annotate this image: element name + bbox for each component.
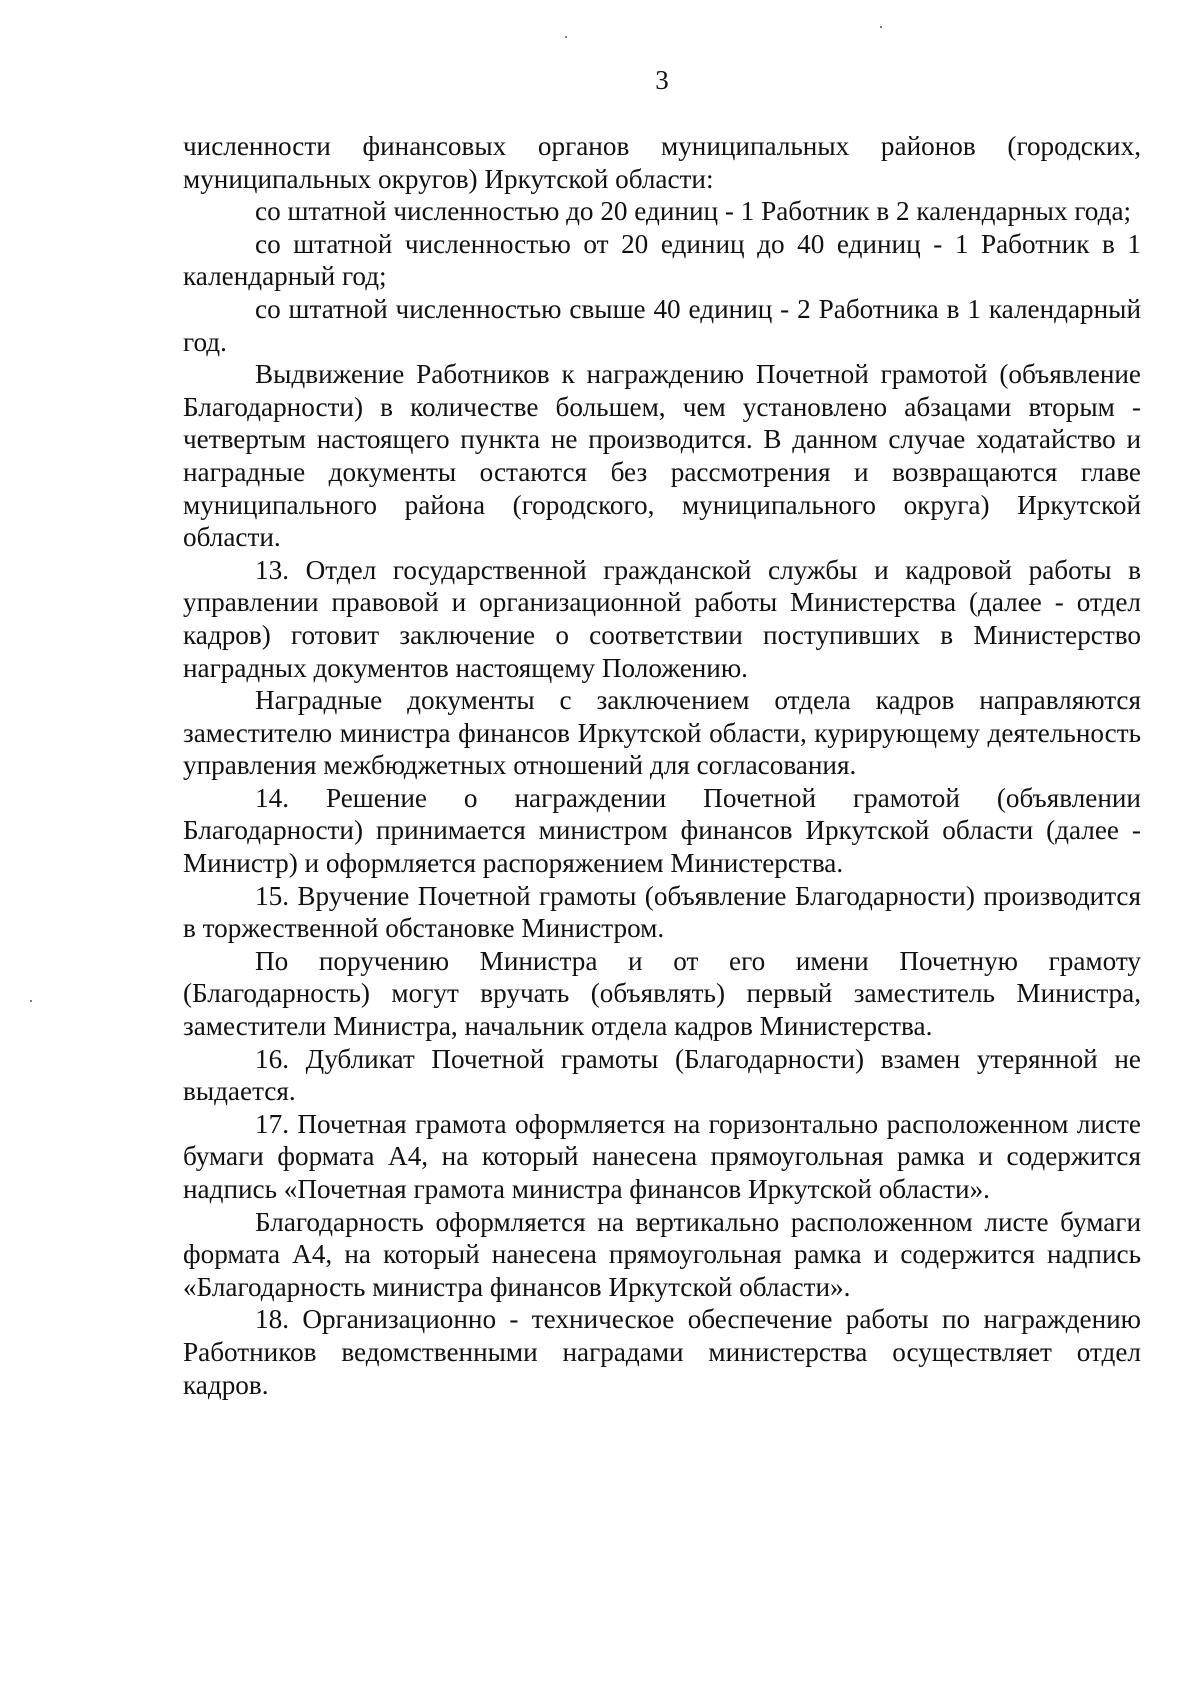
paragraph-5: Выдвижение Работников к награждению Почетной грамотой (объявление Благодарности) в количестве большем, чем установлено абзацами вторым - четвертым настоящего пункта не производится. В данном случае ходатайство и наградные документы остаются без рассмотрения и возвращаются главе муниципального района (городского, муниципального округа) Иркутской области. (183, 359, 1141, 553)
paragraph-18: 18. Организационно - техническое обеспечение работы по награждению Работников ведомственными наградами министерства осуществляет отдел кадров. (183, 1304, 1141, 1400)
paragraph-16: 16. Дубликат Почетной грамоты (Благодарности) взамен утерянной не выдается. (183, 1043, 1141, 1107)
paragraph-2: со штатной численностью до 20 единиц - 1 Работник в 2 календарных года; (255, 196, 1132, 227)
paragraph-17-cont: Благодарность оформляется на вертикально расположенном листе бумаги формата А4, на который нанесена прямоугольная рамка и содержится надпись «Благодарность министра финансов Иркутской области». (183, 1206, 1141, 1302)
paragraph-3: со штатной численностью от 20 единиц до 40 единиц - 1 Работник в 1 календарный год; (183, 228, 1141, 292)
page-number: 3 (655, 65, 669, 95)
document-body (183, 130, 1141, 1401)
scan-speck (565, 36, 567, 38)
scan-speck (30, 1000, 32, 1002)
paragraph-15-cont: По поручению Министра и от его имени Почетную грамоту (Благодарность) могут вручать (объявлять) первый заместитель Министра, заместители Министра, начальник отдела кадров Министерства. (183, 945, 1141, 1042)
paragraph-17: 17. Почетная грамота оформляется на горизонтально расположенном листе бумаги формата А4, на который нанесена прямоугольная рамка и содержится надпись «Почетная грамота министра финансов Иркутской области». (183, 1108, 1141, 1204)
paragraph-1: численности финансовых органов муниципальных районов (городских, муниципальных округов) Иркутской области: (183, 131, 1141, 194)
scan-speck (880, 26, 882, 28)
paragraph-13: 13. Отдел государственной гражданской службы и кадровой работы в управлении правовой и организационной работы Министерства (далее - отдел кадров) готовит заключение о соответствии поступивших в Министерство наградных документов настоящему Положению. (183, 554, 1141, 683)
paragraph-13-cont: Наградные документы с заключением отдела кадров направляются заместителю министра финансов Иркутской области, курирующему деятельность управления межбюджетных отношений для согласования. (183, 685, 1141, 781)
paragraph-15: 15. Вручение Почетной грамоты (объявление Благодарности) производится в торжественной обстановке Министром. (183, 880, 1141, 944)
paragraph-14: 14. Решение о награждении Почетной грамотой (объявлении Благодарности) принимается министром финансов Иркутской области (далее - Министр) и оформляется распоряжением Министерства. (183, 782, 1141, 879)
paragraph-4: со штатной численностью свыше 40 единиц - 2 Работника в 1 календарный год. (183, 293, 1141, 357)
